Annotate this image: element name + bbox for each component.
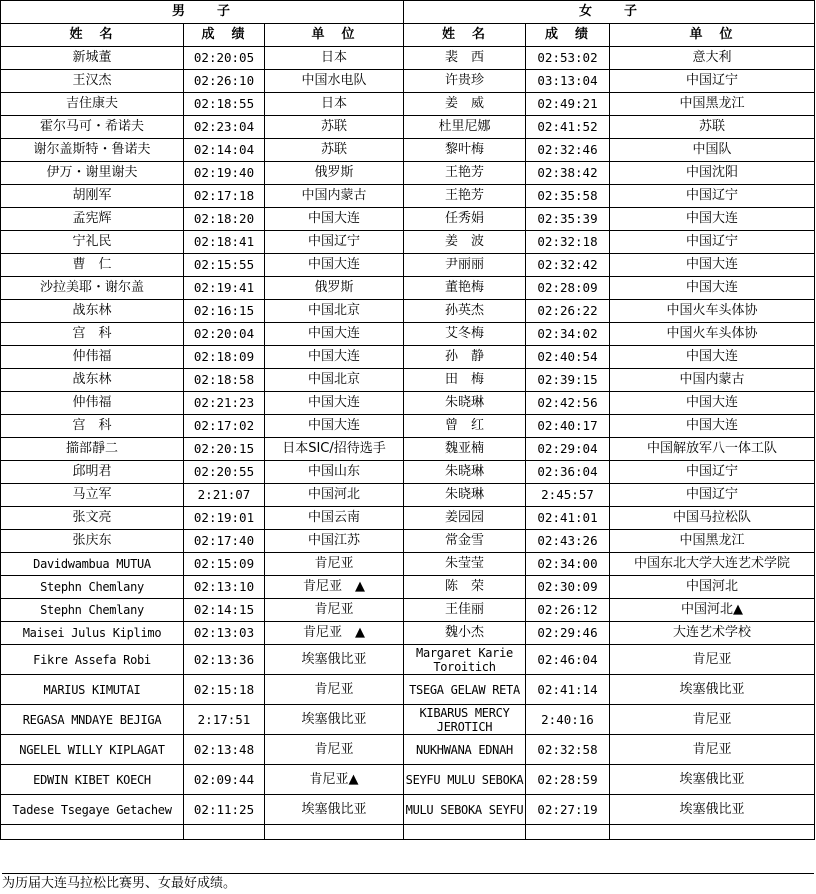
women-unit-cell: 中国大连 [610,346,815,369]
women-name-cell: 董艳梅 [404,277,526,300]
women-time-cell: 02:40:54 [526,346,610,369]
table-row [1,254,815,277]
women-time-cell: 02:32:58 [526,735,610,765]
empty-cell [404,825,526,840]
men-time-cell: 02:26:10 [184,70,265,93]
men-result-header: 成 绩 [184,24,265,47]
table-row [1,461,815,484]
men-name-cell: 战东林 [1,300,184,323]
men-unit-cell: 埃塞俄比亚 [265,705,404,735]
men-name-cell: NGELEL WILLY KIPLAGAT [1,735,184,765]
men-unit-cell: 中国云南 [265,507,404,530]
men-unit-cell: 中国山东 [265,461,404,484]
table-row [1,765,815,795]
men-time-cell: 02:09:44 [184,765,265,795]
women-name-cell: SEYFU MULU SEBOKA [404,765,526,795]
men-time-cell: 02:21:23 [184,392,265,415]
men-time-cell: 02:14:04 [184,139,265,162]
women-name-cell: 朱晓琳 [404,461,526,484]
men-name-cell: Stephn Chemlany [1,576,184,599]
men-time-cell: 02:18:20 [184,208,265,231]
empty-cell [184,825,265,840]
table-row [1,162,815,185]
women-unit-cell: 中国大连 [610,277,815,300]
women-name-cell: 王佳丽 [404,599,526,622]
women-unit-cell: 中国火车头体协 [610,300,815,323]
men-unit-cell: 俄罗斯 [265,162,404,185]
women-name-cell: 尹丽丽 [404,254,526,277]
women-name-cell: 姜 威 [404,93,526,116]
men-time-cell: 02:16:15 [184,300,265,323]
men-time-cell: 02:17:02 [184,415,265,438]
table-row [1,645,815,675]
women-unit-header: 单 位 [610,24,815,47]
men-time-cell: 02:18:55 [184,93,265,116]
women-time-cell: 02:29:46 [526,622,610,645]
women-unit-cell: 苏联 [610,116,815,139]
women-time-cell: 02:41:01 [526,507,610,530]
table-row [1,622,815,645]
women-name-cell: 艾冬梅 [404,323,526,346]
men-time-cell: 02:19:41 [184,277,265,300]
men-time-cell: 02:14:15 [184,599,265,622]
women-time-cell: 02:32:42 [526,254,610,277]
women-name-cell: MULU SEBOKA SEYFU [404,795,526,825]
men-name-cell: 马立军 [1,484,184,507]
men-name-cell: 宫 科 [1,323,184,346]
men-unit-cell: 肯尼亚 ▲ [265,576,404,599]
women-time-cell: 02:32:46 [526,139,610,162]
table-row [1,208,815,231]
men-name-cell: 霍尔马可・希诺夫 [1,116,184,139]
table-row [1,795,815,825]
women-time-cell: 02:35:58 [526,185,610,208]
women-unit-cell: 意大利 [610,47,815,70]
men-name-cell: 张庆东 [1,530,184,553]
table-row [1,735,815,765]
women-name-cell: 任秀娟 [404,208,526,231]
women-name-cell: 裴 西 [404,47,526,70]
men-unit-cell: 日本 [265,93,404,116]
empty-cell [1,825,184,840]
women-unit-cell: 中国黑龙江 [610,93,815,116]
men-unit-cell: 肯尼亚▲ [265,765,404,795]
men-time-cell: 02:15:55 [184,254,265,277]
women-unit-cell: 埃塞俄比亚 [610,765,815,795]
men-unit-cell: 日本SIC/招待选手 [265,438,404,461]
women-name-cell: 姜 波 [404,231,526,254]
men-name-cell: Davidwambua MUTUA [1,553,184,576]
men-name-cell: 宫 科 [1,415,184,438]
men-unit-cell: 肯尼亚 [265,675,404,705]
men-unit-cell: 俄罗斯 [265,277,404,300]
men-time-cell: 02:17:18 [184,185,265,208]
men-unit-cell: 中国水电队 [265,70,404,93]
men-time-cell: 02:17:40 [184,530,265,553]
women-name-cell: 王艳芳 [404,185,526,208]
women-name-cell: 田 梅 [404,369,526,392]
women-time-cell: 02:28:59 [526,765,610,795]
table-row [1,116,815,139]
women-unit-cell: 中国马拉松队 [610,507,815,530]
men-unit-cell: 肯尼亚 [265,735,404,765]
women-unit-cell: 中国河北 [610,576,815,599]
women-time-cell: 02:40:17 [526,415,610,438]
men-name-cell: 邱明君 [1,461,184,484]
women-time-cell: 02:30:09 [526,576,610,599]
women-unit-cell: 中国大连 [610,415,815,438]
women-unit-cell: 中国辽宁 [610,231,815,254]
women-time-cell: 02:29:04 [526,438,610,461]
table-row [1,70,815,93]
empty-cell [610,825,815,840]
women-name-cell: 孙 静 [404,346,526,369]
table-row [1,231,815,254]
women-unit-cell: 中国东北大学大连艺术学院 [610,553,815,576]
table-row [1,93,815,116]
women-name-header: 姓 名 [404,24,526,47]
men-time-cell: 02:13:10 [184,576,265,599]
men-unit-cell: 中国大连 [265,254,404,277]
men-unit-cell: 中国大连 [265,415,404,438]
men-time-cell: 02:18:58 [184,369,265,392]
column-header-row [1,24,815,47]
men-name-cell: 张文亮 [1,507,184,530]
men-unit-cell: 苏联 [265,139,404,162]
women-name-cell: 黎叶梅 [404,139,526,162]
women-time-cell: 02:42:56 [526,392,610,415]
women-unit-cell: 中国火车头体协 [610,323,815,346]
women-unit-cell: 中国大连 [610,208,815,231]
women-name-cell: 朱晓琳 [404,392,526,415]
women-time-cell: 02:36:04 [526,461,610,484]
men-time-cell: 02:11:25 [184,795,265,825]
women-name-cell: Margaret Karie Toroitich [404,645,526,675]
men-name-cell: Tadese Tsegaye Getachew [1,795,184,825]
table-row [1,392,815,415]
women-name-cell: 朱莹莹 [404,553,526,576]
women-name-cell: 曾 红 [404,415,526,438]
empty-row [1,825,815,840]
men-unit-cell: 中国辽宁 [265,231,404,254]
men-time-cell: 2:17:51 [184,705,265,735]
women-name-cell: 许贵珍 [404,70,526,93]
men-name-cell: 战东林 [1,369,184,392]
women-unit-cell: 中国辽宁 [610,484,815,507]
women-unit-cell: 中国黑龙江 [610,530,815,553]
men-unit-cell: 中国大连 [265,323,404,346]
men-unit-cell: 日本 [265,47,404,70]
women-section-header: 女 子 [404,1,815,24]
women-name-cell: 魏亚楠 [404,438,526,461]
table-row [1,139,815,162]
women-name-cell: 杜里尼娜 [404,116,526,139]
women-time-cell: 02:46:04 [526,645,610,675]
table-row [1,599,815,622]
men-name-cell: 仲伟福 [1,392,184,415]
women-time-cell: 02:43:26 [526,530,610,553]
men-time-cell: 02:19:40 [184,162,265,185]
men-unit-cell: 中国江苏 [265,530,404,553]
men-unit-cell: 肯尼亚 [265,553,404,576]
women-name-cell: KIBARUS MERCY JEROTICH [404,705,526,735]
men-time-cell: 02:18:41 [184,231,265,254]
men-time-cell: 2:21:07 [184,484,265,507]
table-row [1,507,815,530]
women-unit-cell: 埃塞俄比亚 [610,675,815,705]
women-unit-cell: 大连艺术学校 [610,622,815,645]
women-name-cell: 姜园园 [404,507,526,530]
women-name-cell: 常金雪 [404,530,526,553]
men-name-cell: 宁礼民 [1,231,184,254]
men-name-cell: 曹 仁 [1,254,184,277]
women-unit-cell: 中国解放军八一体工队 [610,438,815,461]
men-name-cell: 伊万・谢里谢夫 [1,162,184,185]
women-unit-cell: 中国队 [610,139,815,162]
women-time-cell: 02:35:39 [526,208,610,231]
women-unit-cell: 中国辽宁 [610,461,815,484]
men-name-cell: 谢尔盖斯特・鲁诺夫 [1,139,184,162]
women-unit-cell: 中国大连 [610,254,815,277]
men-name-cell: 王汉杰 [1,70,184,93]
men-time-cell: 02:20:05 [184,47,265,70]
women-time-cell: 02:32:18 [526,231,610,254]
men-unit-cell: 中国北京 [265,300,404,323]
section-header-row [1,1,815,24]
men-unit-cell: 中国大连 [265,392,404,415]
table-row [1,530,815,553]
table-row [1,438,815,461]
table-row [1,277,815,300]
men-unit-cell: 中国大连 [265,346,404,369]
women-time-cell: 02:34:02 [526,323,610,346]
men-time-cell: 02:13:48 [184,735,265,765]
women-unit-cell: 中国沈阳 [610,162,815,185]
women-time-cell: 02:26:12 [526,599,610,622]
table-row [1,415,815,438]
men-name-header: 姓 名 [1,24,184,47]
men-time-cell: 02:15:18 [184,675,265,705]
men-unit-cell: 苏联 [265,116,404,139]
men-unit-cell: 中国河北 [265,484,404,507]
men-section-header: 男 子 [1,1,404,24]
men-time-cell: 02:19:01 [184,507,265,530]
women-name-cell: TSEGA GELAW RETA [404,675,526,705]
men-time-cell: 02:20:15 [184,438,265,461]
women-unit-cell: 肯尼亚 [610,645,815,675]
men-time-cell: 02:13:03 [184,622,265,645]
men-name-cell: 沙拉美耶・谢尔盖 [1,277,184,300]
men-unit-header: 单 位 [265,24,404,47]
women-result-header: 成 绩 [526,24,610,47]
table-row [1,300,815,323]
table-row [1,346,815,369]
men-unit-cell: 埃塞俄比亚 [265,795,404,825]
women-name-cell: 王艳芳 [404,162,526,185]
women-time-cell: 02:49:21 [526,93,610,116]
women-unit-cell: 肯尼亚 [610,735,815,765]
women-unit-cell: 肯尼亚 [610,705,815,735]
table-row [1,675,815,705]
men-name-cell: 擶部靜二 [1,438,184,461]
table-row [1,705,815,735]
women-time-cell: 02:38:42 [526,162,610,185]
women-time-cell: 02:28:09 [526,277,610,300]
men-name-cell: 孟宪辉 [1,208,184,231]
women-time-cell: 02:41:52 [526,116,610,139]
men-name-cell: Maisei Julus Kiplimo [1,622,184,645]
men-time-cell: 02:13:36 [184,645,265,675]
women-time-cell: 02:39:15 [526,369,610,392]
women-unit-cell: 中国辽宁 [610,185,815,208]
women-time-cell: 02:53:02 [526,47,610,70]
women-time-cell: 02:34:00 [526,553,610,576]
men-unit-cell: 中国大连 [265,208,404,231]
men-name-cell: 仲伟福 [1,346,184,369]
women-time-cell: 2:45:57 [526,484,610,507]
men-unit-cell: 肯尼亚 [265,599,404,622]
men-unit-cell: 肯尼亚 ▲ [265,622,404,645]
table-row [1,369,815,392]
women-name-cell: NUKHWANA EDNAH [404,735,526,765]
footnote: 为历届大连马拉松比赛男、女最好成绩。 [2,873,814,893]
women-name-cell: 孙英杰 [404,300,526,323]
table-row [1,185,815,208]
men-name-cell: Stephn Chemlany [1,599,184,622]
women-name-cell: 陈 荣 [404,576,526,599]
women-time-cell: 03:13:04 [526,70,610,93]
women-unit-cell: 中国内蒙古 [610,369,815,392]
men-unit-cell: 中国北京 [265,369,404,392]
women-unit-cell: 中国大连 [610,392,815,415]
table-row [1,576,815,599]
men-name-cell: 吉住康夫 [1,93,184,116]
men-name-cell: MARIUS KIMUTAI [1,675,184,705]
women-name-cell: 魏小杰 [404,622,526,645]
men-time-cell: 02:20:04 [184,323,265,346]
women-time-cell: 2:40:16 [526,705,610,735]
men-time-cell: 02:23:04 [184,116,265,139]
men-unit-cell: 中国内蒙古 [265,185,404,208]
men-name-cell: EDWIN KIBET KOECH [1,765,184,795]
men-name-cell: REGASA MNDAYE BEJIGA [1,705,184,735]
women-time-cell: 02:41:14 [526,675,610,705]
table-row [1,47,815,70]
women-name-cell: 朱晓琳 [404,484,526,507]
women-unit-cell: 中国辽宁 [610,70,815,93]
men-name-cell: 新城董 [1,47,184,70]
men-time-cell: 02:18:09 [184,346,265,369]
table-row [1,323,815,346]
women-unit-cell: 埃塞俄比亚 [610,795,815,825]
table-row [1,484,815,507]
men-unit-cell: 埃塞俄比亚 [265,645,404,675]
empty-cell [526,825,610,840]
women-time-cell: 02:27:19 [526,795,610,825]
women-unit-cell: 中国河北▲ [610,599,815,622]
men-time-cell: 02:15:09 [184,553,265,576]
table-row [1,553,815,576]
women-time-cell: 02:26:22 [526,300,610,323]
men-time-cell: 02:20:55 [184,461,265,484]
empty-cell [265,825,404,840]
men-name-cell: Fikre Assefa Robi [1,645,184,675]
men-name-cell: 胡刚军 [1,185,184,208]
